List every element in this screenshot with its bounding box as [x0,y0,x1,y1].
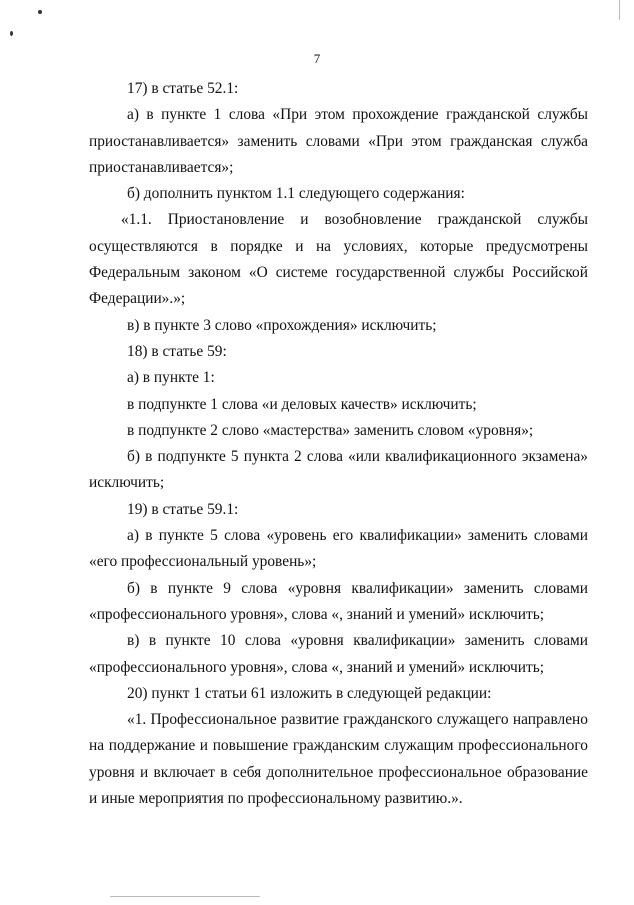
page-number: 7 [313,51,321,66]
paragraph-18: 18) в статье 59: [127,342,227,360]
paragraph-19a: а) в пункте 5 слова «уровень его квалификации» заменить словами «его профессиональный уровень»; [89,527,588,571]
paragraph-18a-1: в подпункте 1 слова «и деловых качеств» исключить; [127,395,477,413]
paragraph-17b: б) дополнить пунктом 1.1 следующего содержания: [127,185,465,203]
paragraph-20: 20) пункт 1 статьи 61 изложить в следующей редакции: [127,684,492,702]
paragraph-17a: а) в пункте 1 слова «При этом прохождение гражданской службы приостанавливается» заменить словами «При этом гражданская служба приостанавливается»; [89,106,588,176]
paragraph-quote-1-1: «1.1. Приостановление и возобновление гражданской службы осуществляются в порядке и на условиях, которые предусмотрены Федеральным законом «О системе государственной службы Российской Федерации».»; [89,211,588,308]
paragraph-17v: в) в пункте 3 слово «прохождения» исключить; [127,316,437,334]
scan-edge-line [619,0,620,20]
paragraph-18a-2: в подпункте 2 слово «мастерства» заменить словом «уровня»; [127,421,534,439]
paragraph-19: 19) в статье 59.1: [127,500,239,518]
scan-edge-line [110,896,260,897]
paragraph-19b: б) в пункте 9 слова «уровня квалификации» заменить словами «профессионального уровня», слова «, знаний и умений» исключить; [89,579,588,623]
paragraph-19v: в) в пункте 10 слова «уровня квалификации» заменить словами «профессионального уровня», слова «, знаний и умений» исключить; [89,632,588,676]
scan-speck [38,10,42,14]
paragraph-quote-61-1: «1. Профессиональное развитие гражданского служащего направлено на поддержание и повышение гражданским служащим профессионального уровня и включает в себя дополнительное профессиональное образование и иные мероприятия по профессиональному развитию.». [89,711,588,808]
scan-speck [10,31,13,36]
paragraph-17: 17) в статье 52.1: [127,80,239,97]
document-body [89,76,588,812]
paragraph-18b: б) в подпункте 5 пункта 2 слова «или квалификационного экзамена» исключить; [89,448,588,492]
paragraph-18a: а) в пункте 1: [127,369,215,387]
